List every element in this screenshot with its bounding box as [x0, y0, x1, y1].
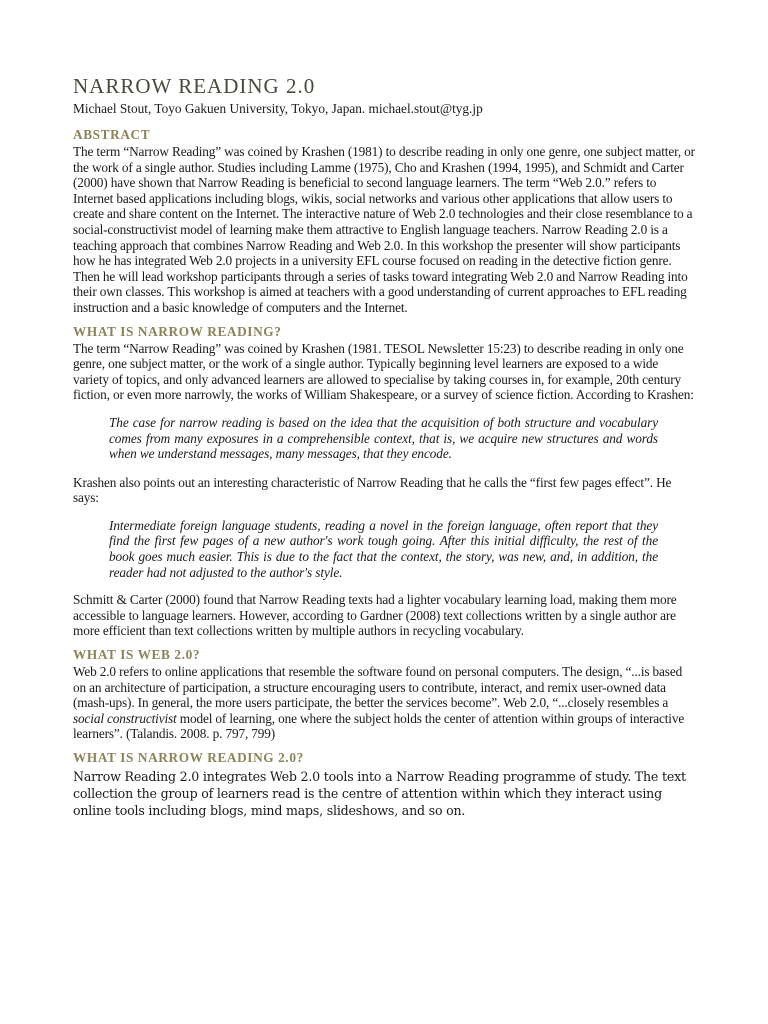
web20-text-before: Web 2.0 refers to online applications that resemble the software found on personal computers. The design, “...is based on an architecture of participation, a structure encouraging users to contribute, interact, and remix user-owned data (mash-ups). In general, the more users participate, the better the services become”. Web 2.0, “...closely resembles a [73, 664, 683, 711]
first-few-pages-paragraph: Krashen also points out an interesting characteristic of Narrow Reading that he calls the “first few pages effect”. He says: [73, 474, 672, 506]
section-heading-what-is-narrow-reading: WHAT IS NARROW READING? [73, 323, 282, 339]
section-heading-what-is-narrow-reading-20: WHAT IS NARROW READING 2.0? [73, 750, 304, 765]
narrow-reading-paragraph: The term “Narrow Reading” was coined by Krashen (1981. TESOL Newsletter 15:23) to describe reading in only one genre, one subject matter, or the work of a single author. Typically beginning level learners are exposed to a wide variety of topics, and only advanced learners are allowed to specialise by taking courses in, for example, 20th century fiction, or even more narrowly, the works of William Shakespeare, or a survey of science fiction. According to Krashen: [73, 340, 694, 403]
narrow-reading-20-paragraph: Narrow Reading 2.0 integrates Web 2.0 tools into a Narrow Reading programme of study. The text collection the group of learners read is the centre of attention within which they interact using online tools including blogs, mind maps, slideshows, and so on. [73, 769, 686, 818]
web20-text-after: model of learning, one where the subject holds the center of attention within groups of interactive learners”. (Talandis. 2008. p. 797, 799) [73, 710, 685, 742]
web20-paragraph [73, 664, 695, 742]
block-quote-krashen-2: Intermediate foreign language students, reading a novel in the foreign language, often report that they find the first few pages of a new author's work tough going. After this initial difficulty, the rest of the book goes much easier. This is due to the fact that the context, the story, was new, and, in addition, the reader had not adjusted to the author's style. [109, 517, 658, 580]
section-heading-what-is-web20: WHAT IS WEB 2.0? [73, 647, 201, 663]
author-line: Michael Stout, Toyo Gakuen University, Tokyo, Japan. michael.stout@tyg.jp [73, 101, 483, 116]
page-title: NARROW READING 2.0 [73, 74, 316, 98]
section-heading-abstract: ABSTRACT [73, 127, 151, 142]
abstract-paragraph: The term “Narrow Reading” was coined by Krashen (1981) to describe reading in only one genre, one subject matter, or the work of a single author. Studies including Lamme (1975), Cho and Krashen (1994, 1995), and Schmidt and Carter (2000) have shown that Narrow Reading is beneficial to second language learners. The term “Web 2.0.” refers to Internet based applications including blogs, wikis, social networks and various other applications that allow users to create and share content on the Internet. The interactive nature of Web 2.0 technologies and their close resemblance to a social-constructivist model of learning make them attractive to English language teachers. Narrow Reading 2.0 is a teaching approach that combines Narrow Reading and Web 2.0. In this workshop the presenter will show participants how he has integrated Web 2.0 projects in a university EFL course focused on reading in the detective fiction genre. Then he will lead workshop participants through a series of tasks toward integrating Web 2.0 and Narrow Reading into their own classes. This workshop is aimed at teachers with a good understanding of current approaches to EFL reading instruction and a basic knowledge of computers and the Internet. [73, 144, 695, 315]
block-quote-krashen-1: The case for narrow reading is based on the idea that the acquisition of both structure and vocabulary comes from many exposures in a comprehensible context, that is, we acquire new structures and words when we understand messages, many messages, that they encode. [109, 414, 658, 462]
document-page [73, 72, 695, 819]
web20-italic-term: social constructivist [73, 710, 177, 726]
schmitt-carter-paragraph: Schmitt & Carter (2000) found that Narrow Reading texts had a lighter vocabulary learning load, making them more accessible to language learners. However, according to Gardner (2008) text collections written by a single author are more efficient than text collections written by multiple authors in recycling vocabulary. [73, 592, 677, 639]
